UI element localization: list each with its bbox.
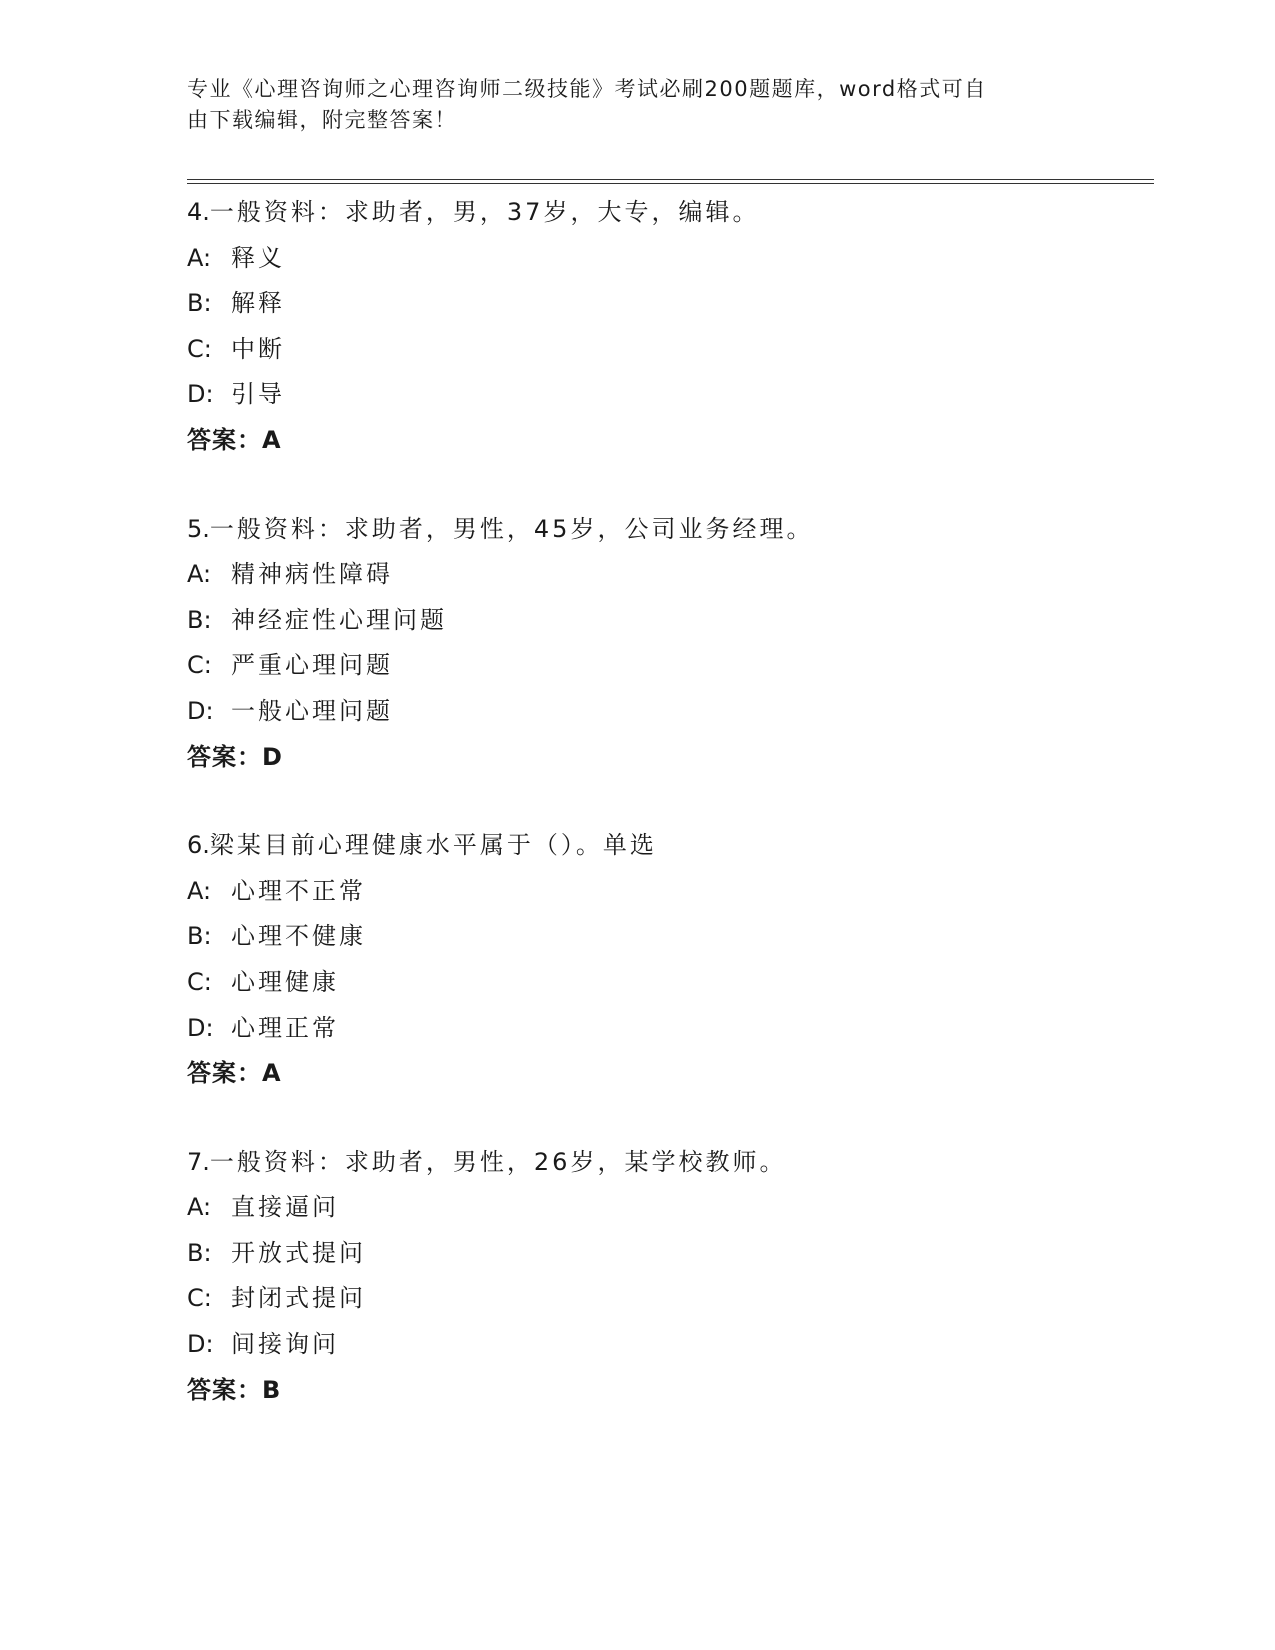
question-text: 一般资料：求助者，男性，45岁，公司业务经理。 <box>209 514 814 543</box>
option-text: 心理不健康 <box>231 922 366 951</box>
header-line-1: 专业《心理咨询师之心理咨询师二级技能》考试必刷200题题库，word格式可自 <box>187 77 987 101</box>
option-b <box>187 914 1154 960</box>
answer-line: 答案：D <box>187 742 283 771</box>
question-stem <box>187 507 1154 553</box>
header-divider-bottom <box>187 183 1154 184</box>
option-a <box>187 1185 1154 1231</box>
answer-line: 答案：A <box>187 425 282 454</box>
option-label: A: <box>187 243 212 272</box>
question-7 <box>187 1140 1154 1414</box>
option-c <box>187 960 1154 1006</box>
option-d <box>187 689 1154 735</box>
question-stem <box>187 190 1154 236</box>
option-label: C: <box>187 651 212 680</box>
question-number: 4. <box>187 198 210 226</box>
option-b <box>187 1231 1154 1277</box>
option-text: 中断 <box>231 334 285 363</box>
option-a <box>187 869 1154 915</box>
question-stem <box>187 1140 1154 1186</box>
header-line-2: 由下载编辑，附完整答案！ <box>187 108 457 132</box>
question-4 <box>187 190 1154 464</box>
question-text: 一般资料：求助者，男，37岁，大专，编辑。 <box>209 198 760 226</box>
option-text: 封闭式提问 <box>231 1284 366 1313</box>
question-text: 一般资料：求助者，男性，26岁，某学校教师。 <box>209 1147 787 1176</box>
option-d <box>187 372 1154 418</box>
answer-line: 答案：A <box>187 1059 282 1088</box>
option-label: A: <box>187 560 212 589</box>
option-c <box>187 1276 1154 1322</box>
option-b <box>187 598 1154 644</box>
option-label: D: <box>187 380 214 409</box>
question-5 <box>187 507 1154 781</box>
option-text: 心理不正常 <box>231 876 366 905</box>
option-text: 直接逼问 <box>231 1193 339 1222</box>
option-text: 心理健康 <box>231 967 339 996</box>
option-label: C: <box>187 1284 212 1313</box>
option-a <box>187 236 1154 282</box>
option-d <box>187 1322 1154 1368</box>
option-a <box>187 552 1154 598</box>
option-text: 严重心理问题 <box>231 651 393 680</box>
option-label: A: <box>187 1193 212 1222</box>
option-b <box>187 281 1154 327</box>
answer-line: 答案：B <box>187 1375 282 1404</box>
option-text: 释义 <box>231 243 285 272</box>
question-number: 6. <box>187 831 210 860</box>
option-label: D: <box>187 1013 214 1042</box>
question-number: 7. <box>187 1147 210 1176</box>
question-text: 梁某目前心理健康水平属于（）。单选 <box>209 831 657 860</box>
header-divider-top <box>187 179 1154 180</box>
option-label: B: <box>187 1238 212 1267</box>
question-stem <box>187 823 1154 869</box>
option-label: D: <box>187 696 214 725</box>
option-text: 神经症性心理问题 <box>231 605 447 634</box>
option-text: 间接询问 <box>231 1330 339 1359</box>
option-label: D: <box>187 1330 214 1359</box>
option-d <box>187 1006 1154 1052</box>
option-text: 解释 <box>231 289 285 318</box>
option-label: B: <box>187 922 212 951</box>
document-header <box>187 74 1067 136</box>
option-label: B: <box>187 289 212 318</box>
option-label: A: <box>187 876 212 905</box>
option-text: 引导 <box>231 380 285 409</box>
question-6 <box>187 823 1154 1097</box>
option-text: 一般心理问题 <box>231 696 393 725</box>
option-c <box>187 643 1154 689</box>
option-label: B: <box>187 605 212 634</box>
question-number: 5. <box>187 514 210 543</box>
option-text: 精神病性障碍 <box>231 560 393 589</box>
option-text: 心理正常 <box>231 1013 339 1042</box>
option-label: C: <box>187 967 212 996</box>
question-list <box>187 190 1154 1456</box>
option-c <box>187 327 1154 373</box>
option-text: 开放式提问 <box>231 1238 366 1267</box>
option-label: C: <box>187 334 212 363</box>
